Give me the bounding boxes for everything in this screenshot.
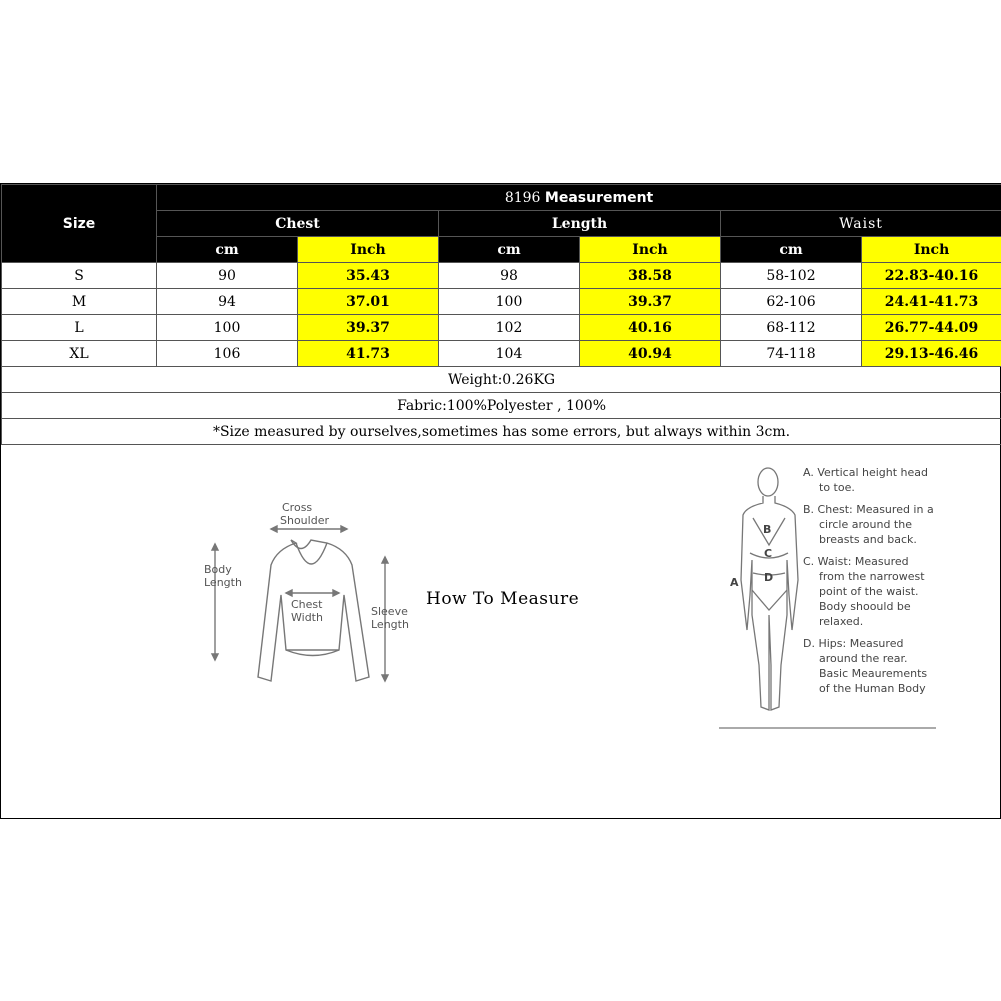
legend-item-title: A. Vertical height head xyxy=(803,466,929,479)
legend-item xyxy=(803,636,993,696)
cell-size: XL xyxy=(2,341,157,367)
table-row xyxy=(2,289,1001,315)
measurement-legend xyxy=(803,465,993,703)
cell-chest-cm: 100 xyxy=(157,315,298,341)
cell-length-in: 40.94 xyxy=(580,341,721,367)
unit-cm: cm xyxy=(157,237,298,263)
chest-header: Chest xyxy=(157,211,439,237)
table-row xyxy=(2,315,1001,341)
body-length-label-2: Length xyxy=(204,576,242,589)
legend-item-line: Basic Meaurements xyxy=(819,667,928,680)
cross-shoulder-label-1: Cross xyxy=(282,501,313,514)
cell-length-in: 38.58 xyxy=(580,263,721,289)
size-table xyxy=(1,184,1001,445)
cell-length-in: 40.16 xyxy=(580,315,721,341)
legend-item-line: around the rear. xyxy=(819,652,908,665)
unit-inch: Inch xyxy=(580,237,721,263)
cell-length-cm: 98 xyxy=(439,263,580,289)
cell-waist-cm: 58-102 xyxy=(721,263,862,289)
how-to-measure-section xyxy=(1,445,1000,755)
cell-waist-in: 29.13-46.46 xyxy=(862,341,1001,367)
cell-waist-cm: 62-106 xyxy=(721,289,862,315)
cell-size: M xyxy=(2,289,157,315)
table-row xyxy=(2,263,1001,289)
legend-item xyxy=(803,502,993,547)
unit-cm: cm xyxy=(439,237,580,263)
cell-chest-cm: 106 xyxy=(157,341,298,367)
legend-item-line: of the Human Body xyxy=(819,682,926,695)
legend-item-title: D. Hips: Measured xyxy=(803,637,904,650)
legend-item-line: circle around the xyxy=(819,518,912,531)
cell-waist-in: 24.41-41.73 xyxy=(862,289,1001,315)
body-length-label-1: Body xyxy=(204,563,232,576)
cell-length-in: 39.37 xyxy=(580,289,721,315)
cell-chest-cm: 94 xyxy=(157,289,298,315)
sleeve-length-label-2: Length xyxy=(371,618,409,631)
size-chart xyxy=(0,183,1001,819)
cross-shoulder-label-2: Shoulder xyxy=(280,514,329,527)
body-letter-a: A xyxy=(730,576,739,589)
cell-chest-in: 41.73 xyxy=(298,341,439,367)
cell-chest-in: 39.37 xyxy=(298,315,439,341)
waist-header: Waist xyxy=(721,211,1001,237)
body-letter-d: D xyxy=(764,571,774,584)
cell-size: L xyxy=(2,315,157,341)
cell-chest-cm: 90 xyxy=(157,263,298,289)
legend-item-line: from the narrowest xyxy=(819,570,925,583)
table-row xyxy=(2,341,1001,367)
title-text: Measurement xyxy=(544,189,654,206)
how-to-measure-heading: How To Measure xyxy=(426,589,580,609)
sleeve-length-label-1: Sleeve xyxy=(371,605,408,618)
title-code: 8196 xyxy=(504,189,541,206)
legend-item-title: C. Waist: Measured xyxy=(803,555,909,568)
disclaimer-note: *Size measured by ourselves,sometimes has some errors, but always within 3cm. xyxy=(2,419,1001,445)
legend-item-line: Body shoould be xyxy=(819,600,911,613)
cell-waist-in: 22.83-40.16 xyxy=(862,263,1001,289)
legend-item-line: to toe. xyxy=(819,481,855,494)
weight-note: Weight:0.26KG xyxy=(2,367,1001,393)
unit-inch: Inch xyxy=(298,237,439,263)
cell-chest-in: 35.43 xyxy=(298,263,439,289)
unit-cm: cm xyxy=(721,237,862,263)
cell-length-cm: 104 xyxy=(439,341,580,367)
table-title xyxy=(157,185,1001,211)
legend-item-line: breasts and back. xyxy=(819,533,917,546)
body-letter-c: C xyxy=(764,547,773,560)
size-header: Size xyxy=(2,185,157,263)
chest-width-label-2: Width xyxy=(291,611,323,624)
cell-length-cm: 102 xyxy=(439,315,580,341)
legend-item-line: point of the waist. xyxy=(819,585,919,598)
length-header: Length xyxy=(439,211,721,237)
fabric-note: Fabric:100%Polyester , 100% xyxy=(2,393,1001,419)
cell-waist-in: 26.77-44.09 xyxy=(862,315,1001,341)
legend-item-line: relaxed. xyxy=(819,615,864,628)
unit-inch: Inch xyxy=(862,237,1001,263)
cell-size: S xyxy=(2,263,157,289)
cell-waist-cm: 68-112 xyxy=(721,315,862,341)
chest-width-label-1: Chest xyxy=(291,598,323,611)
legend-item xyxy=(803,465,993,495)
legend-item xyxy=(803,554,993,629)
cell-waist-cm: 74-118 xyxy=(721,341,862,367)
legend-item-title: B. Chest: Measured in a xyxy=(803,503,934,516)
cell-length-cm: 100 xyxy=(439,289,580,315)
cell-chest-in: 37.01 xyxy=(298,289,439,315)
body-letter-b: B xyxy=(763,523,772,536)
